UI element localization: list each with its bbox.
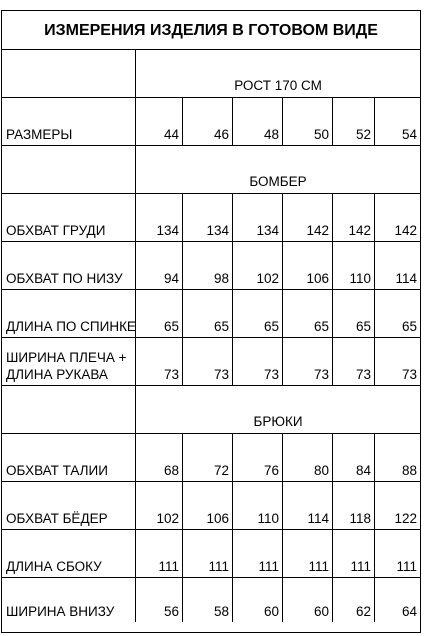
row-label: ОБХВАТ ПО НИЗУ	[6, 271, 123, 286]
cell-value: 84	[355, 463, 371, 478]
cell-value: 58	[213, 604, 229, 619]
value-cell	[182, 98, 232, 145]
cell-value: 134	[256, 223, 279, 238]
value-cell	[282, 194, 332, 241]
table-title: ИЗМЕРЕНИЯ ИЗДЕЛИЯ В ГОТОВОМ ВИДЕ	[2, 11, 420, 50]
cell-value: 62	[355, 604, 371, 619]
sizes-row	[2, 98, 420, 146]
cell-value: 111	[208, 559, 229, 574]
section-header-bomber-label: БОМБЕР	[249, 174, 307, 189]
cell-value: 102	[156, 511, 179, 526]
value-cell	[332, 434, 374, 481]
sizes-label: РАЗМЕРЫ	[6, 127, 73, 142]
height-row	[2, 50, 420, 98]
cell-value: 80	[313, 463, 329, 478]
value-cell	[182, 194, 232, 241]
row-label: ШИРИНА ВНИЗУ	[6, 604, 115, 619]
cell-value: 142	[348, 223, 371, 238]
value-cell	[374, 290, 420, 337]
value-cell	[135, 338, 182, 385]
value-cell	[282, 98, 332, 145]
row-label: ОБХВАТ БЁДЕР	[6, 511, 108, 526]
value-cell	[332, 530, 374, 577]
value-cell	[374, 194, 420, 241]
table-row	[2, 194, 420, 242]
value-cell	[232, 434, 282, 481]
table-row	[2, 434, 420, 482]
value-cell	[135, 434, 182, 481]
cell-value: 56	[163, 604, 179, 619]
cell-value: 76	[263, 463, 279, 478]
cell-value: 111	[158, 559, 179, 574]
value-cell	[374, 98, 420, 145]
cell-value: 73	[313, 367, 329, 382]
cell-value: 73	[213, 367, 229, 382]
value-cell	[282, 578, 332, 622]
value-cell	[374, 434, 420, 481]
value-cell	[332, 338, 374, 385]
value-cell	[332, 194, 374, 241]
cell-value: 60	[313, 604, 329, 619]
value-cell	[182, 434, 232, 481]
cell-value: 94	[163, 271, 179, 286]
value-cell	[135, 194, 182, 241]
cell-value: 73	[401, 367, 417, 382]
value-cell	[182, 578, 232, 622]
cell-value: 73	[263, 367, 279, 382]
value-cell	[374, 338, 420, 385]
row-label: ДЛИНА СБОКУ	[6, 559, 102, 574]
cell-value: 114	[307, 511, 329, 526]
cell-value: 102	[256, 271, 279, 286]
cell-value: 65	[213, 319, 229, 334]
cell-value: 111	[308, 559, 329, 574]
cell-value: 54	[401, 127, 417, 142]
cell-value: 110	[349, 271, 371, 286]
value-cell	[232, 578, 282, 622]
cell-value: 65	[263, 319, 279, 334]
row-label: ДЛИНА ПО СПИНКЕ	[6, 319, 136, 334]
table-row	[2, 338, 420, 386]
cell-value: 134	[206, 223, 229, 238]
value-cell	[332, 242, 374, 289]
cell-value: 65	[401, 319, 417, 334]
row-label-line2: ДЛИНА РУКАВА	[6, 367, 108, 382]
cell-value: 65	[355, 319, 371, 334]
value-cell	[282, 242, 332, 289]
value-cell	[232, 98, 282, 145]
cell-value: 65	[163, 319, 179, 334]
value-cell	[135, 482, 182, 529]
table-row	[2, 530, 420, 578]
cell-value: 50	[313, 127, 329, 142]
height-cell	[135, 50, 420, 97]
section-header-bomber-cell	[135, 146, 420, 193]
cell-value: 46	[213, 127, 229, 142]
table-row	[2, 290, 420, 338]
section-header-trousers-cell	[135, 386, 420, 433]
cell-value: 142	[306, 223, 329, 238]
value-cell	[374, 530, 420, 577]
table-row	[2, 242, 420, 290]
cell-value: 114	[395, 271, 417, 286]
value-cell	[282, 530, 332, 577]
value-cell	[135, 98, 182, 145]
cell-value: 142	[394, 223, 417, 238]
value-cell	[232, 242, 282, 289]
value-cell	[232, 482, 282, 529]
value-cell	[332, 98, 374, 145]
cell-value: 68	[163, 463, 179, 478]
measurements-table	[1, 10, 421, 633]
cell-value: 60	[263, 604, 279, 619]
table-row	[2, 482, 420, 530]
cell-value: 48	[263, 127, 279, 142]
row-label-line1: ШИРИНА ПЛЕЧА +	[6, 350, 127, 365]
cell-value: 118	[349, 511, 371, 526]
value-cell	[282, 482, 332, 529]
cell-value: 122	[394, 511, 417, 526]
value-cell	[182, 290, 232, 337]
cell-value: 52	[355, 127, 371, 142]
value-cell	[182, 242, 232, 289]
value-cell	[232, 194, 282, 241]
table-row	[2, 578, 420, 622]
row-label: ОБХВАТ ГРУДИ	[6, 223, 106, 238]
value-cell	[232, 290, 282, 337]
value-cell	[135, 578, 182, 622]
cell-value: 111	[258, 559, 279, 574]
value-cell	[374, 578, 420, 622]
cell-value: 111	[350, 559, 371, 574]
value-cell	[282, 434, 332, 481]
row-label: ОБХВАТ ТАЛИИ	[6, 463, 108, 478]
value-cell	[332, 482, 374, 529]
value-cell	[232, 530, 282, 577]
value-cell	[135, 290, 182, 337]
section-header-trousers-label: БРЮКИ	[253, 414, 303, 429]
value-cell	[182, 482, 232, 529]
value-cell	[182, 338, 232, 385]
section-header-bomber	[2, 146, 420, 194]
height-label: РОСТ 170 СМ	[234, 78, 322, 93]
cell-value: 106	[206, 511, 229, 526]
cell-value: 73	[163, 367, 179, 382]
cell-value: 65	[313, 319, 329, 334]
value-cell	[232, 338, 282, 385]
cell-value: 64	[401, 604, 417, 619]
value-cell	[332, 578, 374, 622]
cell-value: 44	[163, 127, 179, 142]
value-cell	[374, 482, 420, 529]
cell-value: 110	[257, 511, 279, 526]
value-cell	[332, 290, 374, 337]
cell-value: 88	[401, 463, 417, 478]
cell-value: 111	[396, 559, 417, 574]
value-cell	[374, 242, 420, 289]
cell-value: 134	[156, 223, 179, 238]
value-cell	[182, 530, 232, 577]
cell-value: 72	[213, 463, 229, 478]
section-header-trousers	[2, 386, 420, 434]
cell-value: 106	[306, 271, 329, 286]
row-label	[6, 349, 127, 383]
cell-value: 73	[355, 367, 371, 382]
value-cell	[135, 242, 182, 289]
value-cell	[282, 290, 332, 337]
cell-value: 98	[213, 271, 229, 286]
value-cell	[135, 530, 182, 577]
value-cell	[282, 338, 332, 385]
